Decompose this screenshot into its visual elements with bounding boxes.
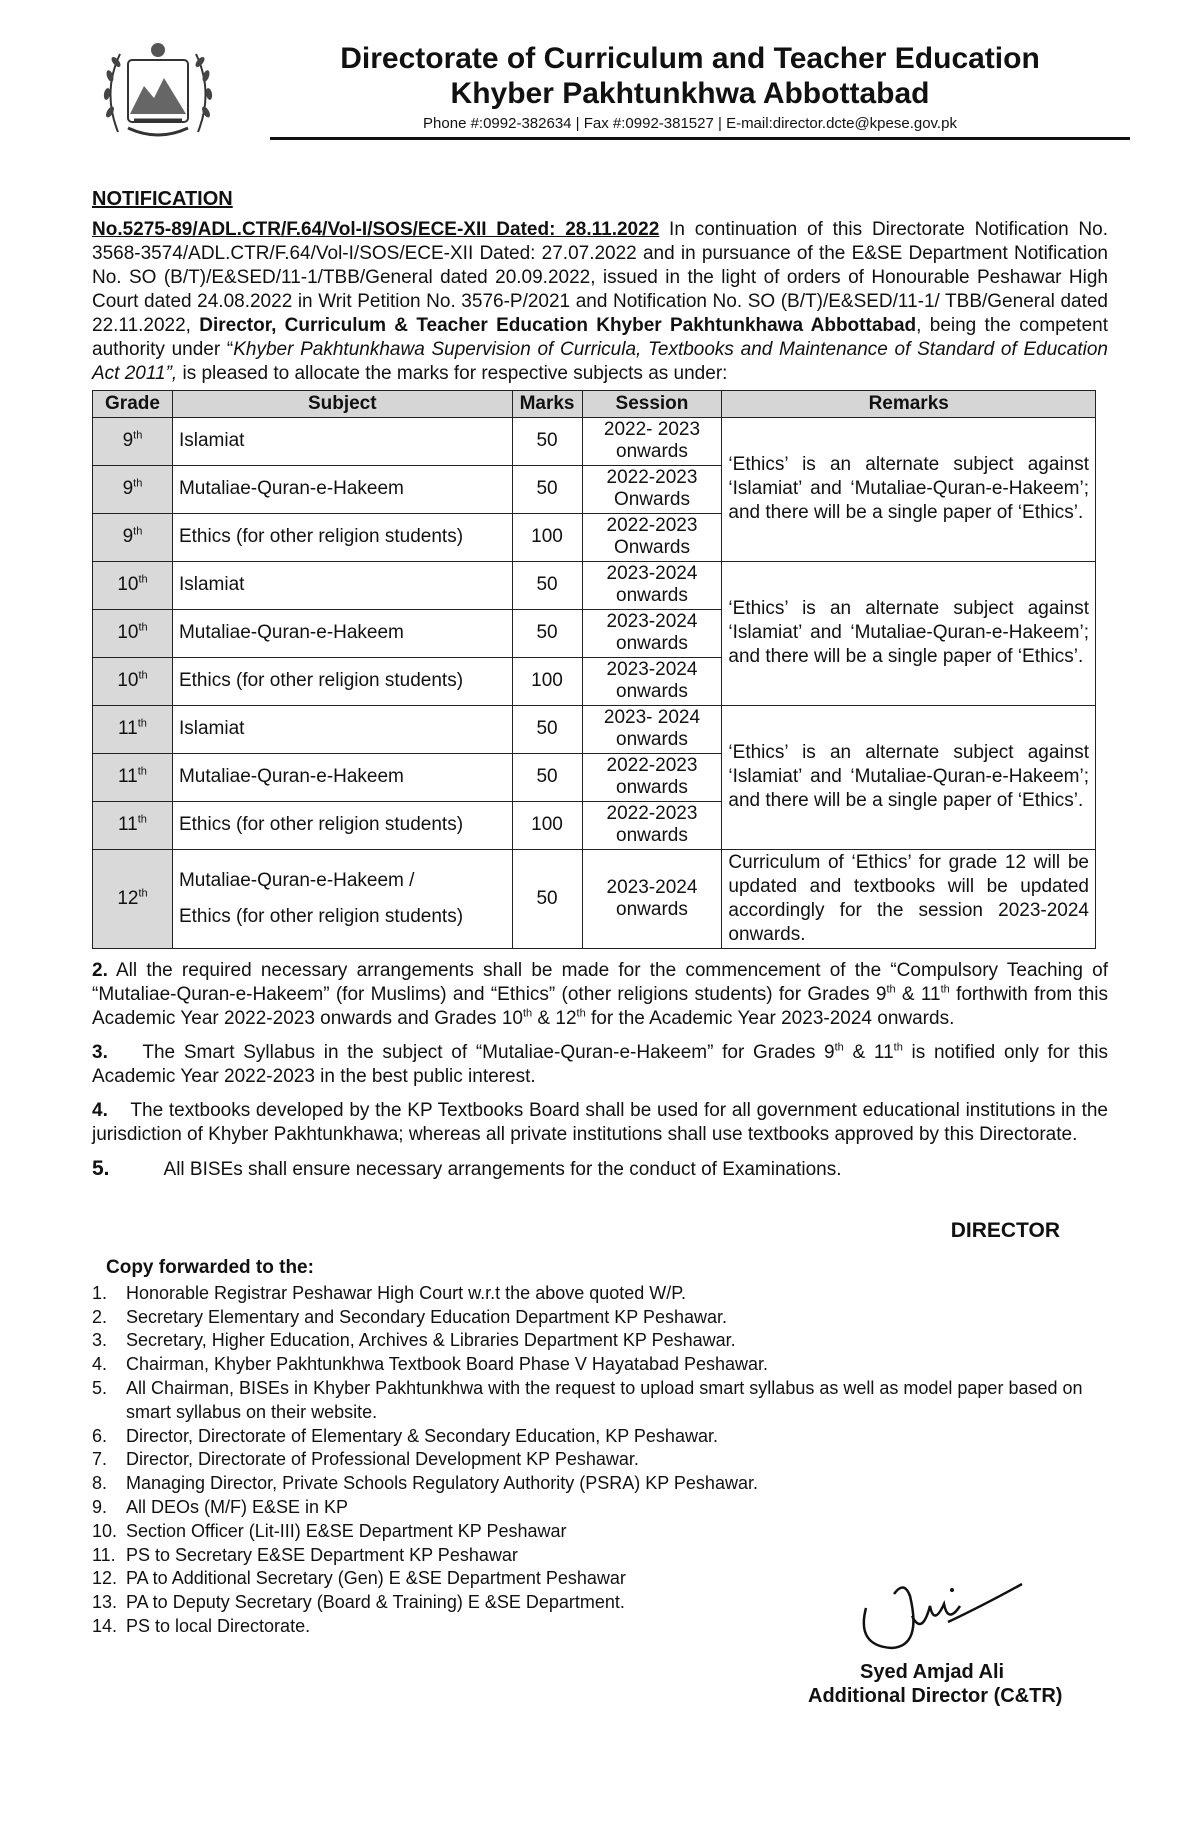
table-row: 12th Mutaliae-Quran-e-Hakeem / Ethics (for other religion students) 50 2023-2024 onwards Curriculum of ‘Ethics’ for grade 12 will be updated and textbooks will be updated accordingly for the session 2023-2024 onwards. xyxy=(93,849,1096,948)
list-item: 3. Secretary, Higher Education, Archives & Libraries Department KP Peshawar. xyxy=(92,1330,736,1351)
contact-line: Phone #:0992-382634 | Fax #:0992-381527 | E-mail:director.dcte@kpese.gov.pk xyxy=(423,115,957,132)
letterhead xyxy=(92,30,1108,145)
kp-government-seal-icon xyxy=(98,32,218,152)
competent-authority: Director, Curriculum & Teacher Education Khyber Pakhtunkhawa Abbottabad xyxy=(199,315,917,336)
col-header-remarks: Remarks xyxy=(722,391,1096,418)
act-name: Khyber Pakhtunkhawa Supervision of Curricula, Textbooks and Maintenance of Standard of Education Act 2011”, xyxy=(92,339,1108,384)
table-row: 10th Ethics (for other religion students) 100 2023-2024 onwards xyxy=(93,657,1096,705)
notification-intro: No.5275-89/ADL.CTR/F.64/Vol-I/SOS/ECE-XII Dated: 28.11.2022 In continuation of this Directorate Notification No. 3568-3574/ADL.CTR/F.64/Vol-I/SOS/ECE-XII Dated: 27.07.2022 and in pursuance of the E&SE Department Notification No. SO (B/T)/E&SED/11-1/TBB/General dated 20.09.2022, issued in the light of orders of Honourable Peshawar High Court dated 24.08.2022 in Writ Petition No. 3576-P/2021 and Notification No. SO (B/T)/E&SED/11-1/ TBB/General dated 22.11.2022, Director, Curriculum & Teacher Education Khyber Pakhtunkhawa Abbottabad, being the competent authority under “Khyber Pakhtunkhawa Supervision of Curricula, Textbooks and Maintenance of Standard of Education Act 2011”, is pleased to allocate the marks for respective subjects as under: xyxy=(92,219,1108,384)
signature-icon xyxy=(852,1576,1032,1671)
list-item: 1. Honorable Registrar Peshawar High Court w.r.t the above quoted W/P. xyxy=(92,1282,686,1303)
point-5: 5. All BISEs shall ensure necessary arrangements for the conduct of Examinations. xyxy=(92,1156,842,1180)
header-rule xyxy=(270,137,1130,140)
table-row: 9th Mutaliae-Quran-e-Hakeem 50 2022-2023 Onwards xyxy=(93,465,1096,513)
org-title: Directorate of Curriculum and Teacher Education xyxy=(340,42,1040,75)
remarks-cell: ‘Ethics’ is an alternate subject against ‘Islamiat’ and ‘Mutaliae-Quran-e-Hakeem’; and there will be a single paper of ‘Ethics’. xyxy=(722,417,1096,561)
list-item: 2. Secretary Elementary and Secondary Education Department KP Peshawar. xyxy=(92,1306,727,1327)
remarks-cell: ‘Ethics’ is an alternate subject against ‘Islamiat’ and ‘Mutaliae-Quran-e-Hakeem’; and there will be a single paper of ‘Ethics’. xyxy=(722,705,1096,849)
list-item: 6. Director, Directorate of Elementary & Secondary Education, KP Peshawar. xyxy=(92,1425,718,1446)
col-header-grade: Grade xyxy=(93,391,173,418)
org-subtitle: Khyber Pakhtunkhwa Abbottabad xyxy=(450,76,930,110)
point-2: 2. All the required necessary arrangements shall be made for the commencement of the “Compulsory Teaching of “Mutaliae-Quran-e-Hakeem” (for Muslims) and “Ethics” (other religions students) for Grades 9th & 11th forthwith from this Academic Year 2022-2023 onwards and Grades 10th & 12th for the Academic Year 2023-2024 onwards. xyxy=(92,959,1108,1029)
table-row: 11th Ethics (for other religion students) 100 2022-2023 onwards xyxy=(93,801,1096,849)
list-item: 13. PA to Deputy Secretary (Board & Training) E &SE Department. xyxy=(92,1592,625,1613)
col-header-subject: Subject xyxy=(172,391,512,418)
remarks-cell: ‘Ethics’ is an alternate subject against ‘Islamiat’ and ‘Mutaliae-Quran-e-Hakeem’; and there will be a single paper of ‘Ethics’. xyxy=(722,561,1096,705)
list-item: 4. Chairman, Khyber Pakhtunkhwa Textbook Board Phase V Hayatabad Peshawar. xyxy=(92,1354,769,1375)
table-row: 9th Islamiat 50 2022- 2023 onwards ‘Ethics’ is an alternate subject against ‘Islamiat’ and ‘Mutaliae-Quran-e-Hakeem’; and there will be a single paper of ‘Ethics’. xyxy=(93,417,1096,465)
table-row: 11th Mutaliae-Quran-e-Hakeem 50 2022-2023 onwards xyxy=(93,753,1096,801)
list-item: 7. Director, Directorate of Professional Development KP Peshawar. xyxy=(92,1449,639,1470)
col-header-marks: Marks xyxy=(512,391,582,418)
list-item: 14. PS to local Directorate. xyxy=(92,1615,311,1636)
table-row: 9th Ethics (for other religion students) 100 2022-2023 Onwards xyxy=(93,513,1096,561)
list-item: 11. PS to Secretary E&SE Department KP Peshawar xyxy=(92,1544,518,1565)
notification-ref: No.5275-89/ADL.CTR/F.64/Vol-I/SOS/ECE-XII Dated: 28.11.2022 xyxy=(92,219,660,240)
signatory-name: Syed Amjad Ali xyxy=(860,1661,1005,1683)
point-4: 4. The textbooks developed by the KP Textbooks Board shall be used for all government educational institutions in the jurisdiction of Khyber Pakhtunkhawa; whereas all private institutions shall use textbooks approved by this Directorate. xyxy=(92,1099,1114,1145)
marks-table xyxy=(92,390,1096,949)
remarks-cell: Curriculum of ‘Ethics’ for grade 12 will be updated and textbooks will be updated accordingly for the session 2023-2024 onwards. xyxy=(722,849,1096,948)
table-row: 11th Islamiat 50 2023- 2024 onwards ‘Ethics’ is an alternate subject against ‘Islamiat’ and ‘Mutaliae-Quran-e-Hakeem’; and there will be a single paper of ‘Ethics’. xyxy=(93,705,1096,753)
director-label: DIRECTOR xyxy=(950,1218,1060,1242)
col-header-session: Session xyxy=(582,391,722,418)
point-3: 3. The Smart Syllabus in the subject of “Mutaliae-Quran-e-Hakeem” for Grades 9th & 11th is notified only for this Academic Year 2022-2023 in the best public interest. xyxy=(92,1041,1113,1087)
notification-title: NOTIFICATION xyxy=(92,188,233,210)
table-row: 10th Islamiat 50 2023-2024 onwards ‘Ethics’ is an alternate subject against ‘Islamiat’ and ‘Mutaliae-Quran-e-Hakeem’; and there will be a single paper of ‘Ethics’. xyxy=(93,561,1096,609)
signatory-title: Additional Director (C&TR) xyxy=(808,1685,1063,1707)
list-item: 5. All Chairman, BISEs in Khyber Pakhtunkhwa with the request to upload smart syllabus as well as model paper based on smart syllabus on their website. xyxy=(92,1377,1083,1422)
list-item: 10. Section Officer (Lit-III) E&SE Department KP Peshawar xyxy=(92,1520,567,1541)
list-item: 12. PA to Additional Secretary (Gen) E &SE Department Peshawar xyxy=(92,1568,626,1589)
copy-forwarded-title: Copy forwarded to the: xyxy=(106,1257,314,1278)
list-item: 9. All DEOs (M/F) E&SE in KP xyxy=(92,1496,349,1517)
list-item: 8. Managing Director, Private Schools Regulatory Authority (PSRA) KP Peshawar. xyxy=(92,1473,758,1494)
table-row: 10th Mutaliae-Quran-e-Hakeem 50 2023-2024 onwards xyxy=(93,609,1096,657)
table-header-row xyxy=(93,391,1096,418)
